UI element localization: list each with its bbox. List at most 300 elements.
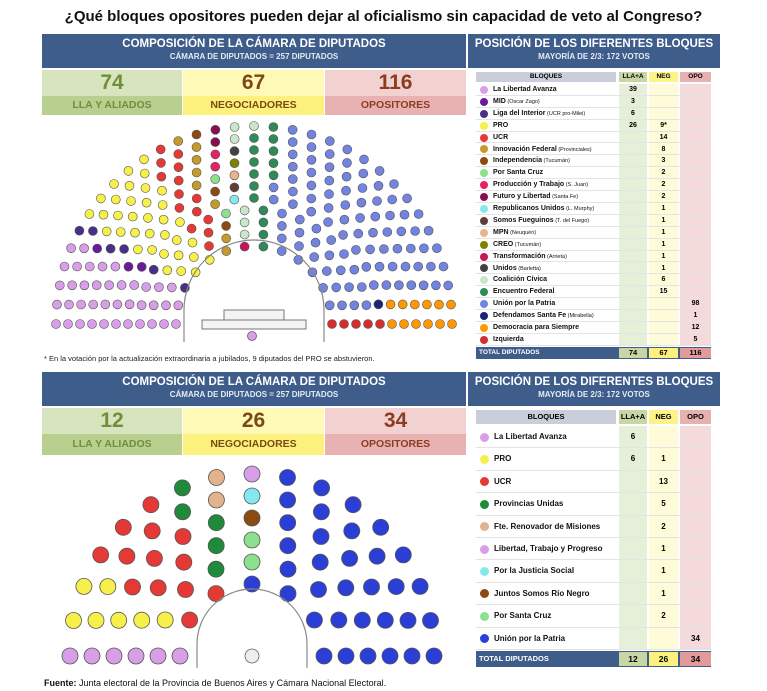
bloc-subtitle: (Neuquén) xyxy=(508,229,537,236)
seat-provincias-unidas xyxy=(208,538,224,554)
seat-pro xyxy=(114,211,123,220)
bloc-name xyxy=(493,322,579,334)
seat-union-por-la-patria xyxy=(383,228,392,237)
seat-la-libertad-avanza xyxy=(142,283,151,292)
seat-union-por-la-patria xyxy=(288,150,297,159)
seat-encuentro-federal xyxy=(250,194,259,203)
bloc-color-icon xyxy=(480,157,488,165)
seat-mid xyxy=(93,244,102,253)
seat-union-por-la-patria xyxy=(312,554,328,570)
bottom-right-title: POSICIÓN DE LOS DIFERENTES BLOQUES xyxy=(474,376,714,388)
value-neg: 2 xyxy=(661,521,666,531)
seat-union-por-la-patria xyxy=(426,262,435,271)
seat-encuentro-federal xyxy=(259,206,268,215)
bloc-subtitle: (Santa Fe) xyxy=(550,194,579,201)
table-row xyxy=(476,203,711,215)
seat-union-por-la-patria xyxy=(325,163,334,172)
seat-la-libertad-avanza xyxy=(85,262,94,271)
seat-union-por-la-patria xyxy=(277,234,286,243)
value-lla: 26 xyxy=(629,121,637,129)
table-header-lla: LLA+A xyxy=(619,72,647,82)
bloc-color-icon xyxy=(480,241,488,249)
seat-la-libertad-avanza xyxy=(60,262,69,271)
seat-union-por-la-patria xyxy=(325,190,334,199)
bloc-color-icon xyxy=(480,110,488,118)
seat-fte-renovador-de-misiones xyxy=(209,470,225,486)
seat-la-libertad-avanza xyxy=(162,301,171,310)
seat-union-por-la-patria xyxy=(390,180,399,189)
value-opo: 34 xyxy=(691,633,700,643)
seat-la-libertad-avanza xyxy=(149,301,158,310)
total-label: TOTAL DIPUTADOS xyxy=(479,654,549,663)
value-neg: 1 xyxy=(661,216,666,224)
seat-union-por-la-patria xyxy=(369,281,378,290)
seat-union-por-la-patria xyxy=(356,213,365,222)
seat-democracia-para-siempre xyxy=(386,300,395,309)
seat-pro xyxy=(163,266,172,275)
seat-union-por-la-patria xyxy=(369,228,378,237)
seat-ucr xyxy=(174,176,183,185)
seat-liga-del-interior xyxy=(88,227,97,236)
seat-union-por-la-patria xyxy=(412,578,428,594)
seat-por-santa-cruz xyxy=(244,532,260,548)
seat-encuentro-federal xyxy=(259,218,268,227)
bloc-color-icon xyxy=(480,134,488,142)
top-blocks-table xyxy=(476,72,712,364)
seat-la-libertad-avanza xyxy=(117,281,126,290)
seat-pro xyxy=(172,236,181,245)
seat-mpn xyxy=(230,171,239,180)
seat-libertad-trabajo-y-progreso xyxy=(244,466,260,482)
seat-pro xyxy=(160,230,169,239)
seat-innovacion-federal xyxy=(192,181,201,190)
table-row xyxy=(476,191,711,203)
bloc-color-icon xyxy=(480,312,488,320)
bloc-color-icon xyxy=(480,122,488,130)
bottom-left-subtitle: CÁMARA DE DIPUTADOS = 257 DIPUTADOS xyxy=(169,390,339,399)
seat-union-por-la-patria xyxy=(327,236,336,245)
seat-liga-del-interior xyxy=(149,265,158,274)
seat-la-libertad-avanza xyxy=(136,320,145,329)
seat-pro xyxy=(100,579,116,595)
table-row xyxy=(476,179,711,191)
bloc-name xyxy=(493,167,543,179)
seat-union-por-la-patria xyxy=(426,648,442,664)
seat-union-por-la-patria xyxy=(336,266,345,275)
table-row xyxy=(476,628,711,650)
bloc-color-icon xyxy=(480,522,489,531)
seat-union-por-la-patria xyxy=(394,281,403,290)
seat-democracia-para-siempre xyxy=(422,300,431,309)
seat-fte-renovador-de-misiones xyxy=(208,492,224,508)
bloc-subtitle: (T. del Fuego) xyxy=(553,217,590,224)
seat-la-libertad-avanza xyxy=(55,281,64,290)
seat-encuentro-federal xyxy=(250,134,259,143)
table-row xyxy=(476,334,711,346)
seat-pro xyxy=(124,166,133,175)
bloc-color-icon xyxy=(480,589,489,598)
seat-pro xyxy=(125,181,134,190)
seat-provincias-unidas xyxy=(174,480,190,496)
seat-somos-fueguinos xyxy=(230,183,239,192)
seat-union-por-la-patria xyxy=(351,245,360,254)
bloc-name xyxy=(494,583,590,605)
value-neg: 1 xyxy=(661,566,666,576)
bloc-color-icon xyxy=(480,336,488,344)
seat-union-por-la-patria xyxy=(338,580,354,596)
top-footnote: * En la votación por la actualización extraordinaria a jubilados, 9 diputados del PRO se abstuvieron. xyxy=(44,354,375,363)
seat-liga-del-interior xyxy=(120,245,129,254)
bottom-label-lla: LLA Y ALIADOS xyxy=(42,434,182,455)
seat-union-por-la-patria xyxy=(313,529,329,545)
bottom-blocks-table xyxy=(476,410,712,672)
seat-liga-del-interior xyxy=(106,244,115,253)
seat-democracia-para-siempre xyxy=(448,320,457,329)
total-neg: 26 xyxy=(649,652,678,666)
top-left-title: COMPOSICIÓN DE LA CÁMARA DE DIPUTADOS xyxy=(122,38,386,50)
seat-la-libertad-avanza xyxy=(128,648,144,664)
seat-innovacion-federal xyxy=(222,234,231,243)
seat-union-por-la-patria xyxy=(280,586,296,602)
source-label: Fuente: xyxy=(44,678,77,688)
value-lla: 6 xyxy=(630,454,636,464)
bloc-name-text: Transformación xyxy=(493,252,546,260)
seat-union-por-la-patria xyxy=(280,470,296,486)
seat-union-por-la-patria xyxy=(314,480,330,496)
table-row xyxy=(476,286,711,298)
bloc-name-text: Juntos Somos Río Negro xyxy=(494,588,590,598)
seat-union-por-la-patria xyxy=(357,198,366,207)
bottom-label-neg: NEGOCIADORES xyxy=(183,434,324,455)
table-header-bloques: BLOQUES xyxy=(476,410,616,424)
table-row xyxy=(476,251,711,263)
value-neg: 3 xyxy=(661,157,666,165)
bloc-subtitle: (Arrieta) xyxy=(545,253,567,260)
seat-union-por-la-patria xyxy=(342,186,351,195)
bloc-name xyxy=(494,448,511,470)
seat-union-por-la-patria xyxy=(288,175,297,184)
seat-pro xyxy=(158,201,167,210)
seat-encuentro-federal xyxy=(250,170,259,179)
bloc-name-text: Por Santa Cruz xyxy=(494,611,552,621)
bloc-color-icon xyxy=(480,253,488,261)
seat-la-libertad-avanza xyxy=(80,281,89,290)
seat-union-por-la-patria xyxy=(419,281,428,290)
table-row xyxy=(476,120,711,132)
seat-democracia-para-siempre xyxy=(412,320,421,329)
table-row xyxy=(476,144,711,156)
seat-union-por-la-patria xyxy=(386,211,395,220)
seat-union-por-la-patria xyxy=(307,181,316,190)
top-right-subtitle: MAYORÍA DE 2/3: 172 VOTOS xyxy=(538,52,650,61)
seat-ucr xyxy=(178,582,194,598)
seat-defendamos-santa-fe xyxy=(374,300,383,309)
seat-por-la-justicia-social xyxy=(244,488,260,504)
seat-pro xyxy=(99,210,108,219)
seat-la-libertad-avanza xyxy=(88,320,97,329)
seat-union-por-la-patria xyxy=(307,207,316,216)
seat-ucr xyxy=(150,580,166,596)
seat-union-por-la-patria xyxy=(307,130,316,139)
seat-ucr xyxy=(204,228,213,237)
value-neg: 14 xyxy=(659,133,668,141)
seat-union-por-la-patria xyxy=(269,183,278,192)
value-opo: 12 xyxy=(691,324,700,331)
value-neg: 1 xyxy=(661,205,666,212)
seat-la-libertad-avanza xyxy=(154,283,163,292)
source-text: Junta electoral de la Provincia de Buenos Aires y Cámara Nacional Electoral. xyxy=(76,678,387,688)
value-neg: 9* xyxy=(660,121,667,129)
table-header-opo: OPO xyxy=(680,410,711,424)
seat-union-por-la-patria xyxy=(307,155,316,164)
table-row xyxy=(476,605,711,627)
top-left-subtitle: CÁMARA DE DIPUTADOS = 257 DIPUTADOS xyxy=(169,52,339,61)
bloc-subtitle: (S. Juan) xyxy=(564,182,589,189)
seat-union-por-la-patria xyxy=(338,301,347,310)
seat-union-por-la-patria xyxy=(288,125,297,134)
seat-union-por-la-patria xyxy=(324,218,333,227)
bloc-name xyxy=(494,538,602,560)
top-label-neg: NEGOCIADORES xyxy=(183,96,324,115)
seat-union-por-la-patria xyxy=(311,582,327,598)
seat-union-por-la-patria xyxy=(377,612,393,628)
bottom-right-subtitle: MAYORÍA DE 2/3: 172 VOTOS xyxy=(538,390,650,399)
seat-union-por-la-patria xyxy=(444,281,453,290)
seat-pro xyxy=(128,212,137,221)
seat-union-por-la-patria xyxy=(354,229,363,238)
seat-pro xyxy=(148,245,157,254)
seat-pro xyxy=(157,612,173,628)
seat-union-por-la-patria xyxy=(414,210,423,219)
seat-union-por-la-patria xyxy=(295,215,304,224)
seat-la-libertad-avanza xyxy=(172,320,181,329)
seat-pro xyxy=(140,169,149,178)
seat-union-por-la-patria xyxy=(325,251,334,260)
bloc-name-text: CREO xyxy=(493,240,514,248)
bottom-count-opo: 34 xyxy=(325,408,466,434)
seat-pro xyxy=(158,186,167,195)
value-opo: 98 xyxy=(691,300,700,308)
value-neg: 6 xyxy=(661,276,666,284)
seat-ucr xyxy=(119,548,135,564)
bloc-subtitle: (Provinciales) xyxy=(556,146,592,153)
bloc-name-text: Defendamos Santa Fe xyxy=(493,312,567,320)
bloc-color-icon xyxy=(480,86,488,94)
seat-provincias-unidas xyxy=(208,561,224,577)
seat-ucr xyxy=(205,242,214,251)
seat-ucr xyxy=(176,554,192,570)
seat-pro xyxy=(145,229,154,238)
top-count-lla: 74 xyxy=(42,70,182,96)
seat-union-por-la-patria xyxy=(369,548,385,564)
bottom-count-lla: 12 xyxy=(42,408,182,434)
bloc-name-text: Futuro y Libertad xyxy=(493,193,551,201)
bloc-color-icon xyxy=(480,205,488,213)
value-neg: 1 xyxy=(661,240,666,248)
seat-pro xyxy=(205,255,214,264)
table-row xyxy=(476,132,711,144)
seat-pro xyxy=(76,578,92,594)
total-lla: 12 xyxy=(619,652,647,666)
seat-democracia-para-siempre xyxy=(398,300,407,309)
seat-la-libertad-avanza xyxy=(73,262,82,271)
seat-la-libertad-avanza xyxy=(125,300,134,309)
seat-union-por-la-patria xyxy=(375,166,384,175)
seat-democracia-para-siempre xyxy=(400,320,409,329)
seat-union-por-la-patria xyxy=(288,200,297,209)
bloc-name xyxy=(493,120,508,132)
seat-pro xyxy=(177,267,186,276)
bloc-name xyxy=(494,516,600,538)
seat-union-por-la-patria xyxy=(411,227,420,236)
bloc-color-icon xyxy=(480,145,488,153)
seat-union-por-la-patria xyxy=(382,648,398,664)
bloc-name xyxy=(493,298,555,310)
seat-la-libertad-avanza xyxy=(150,648,166,664)
seat-union-por-la-patria xyxy=(322,267,331,276)
table-header-opo: OPO xyxy=(680,72,711,82)
seat-la-libertad-avanza xyxy=(137,301,146,310)
seat-mid xyxy=(124,262,133,271)
seat-union-por-la-patria xyxy=(340,215,349,224)
bloc-name xyxy=(494,426,567,448)
bloc-name-text: Izquierda xyxy=(493,335,524,343)
bloc-color-icon xyxy=(480,300,488,308)
bloc-name-text: PRO xyxy=(494,454,512,464)
seat-union-por-la-patria xyxy=(364,579,380,595)
top-left-header xyxy=(42,34,466,68)
seat-mid xyxy=(137,262,146,271)
seat-la-libertad-avanza xyxy=(105,281,114,290)
seat-union-por-la-patria xyxy=(388,262,397,271)
seat-union-por-la-patria xyxy=(288,187,297,196)
value-neg: 1 xyxy=(661,544,666,553)
bloc-subtitle: (L. Murphy) xyxy=(564,206,595,212)
bloc-color-icon xyxy=(480,98,488,106)
bloc-color-icon xyxy=(480,500,489,509)
seat-la-libertad-avanza xyxy=(67,244,76,253)
seat-innovacion-federal xyxy=(192,143,201,152)
seat-union-por-la-patria xyxy=(342,172,351,181)
seat-creo xyxy=(230,159,239,168)
seat-democracia-para-siempre xyxy=(424,320,433,329)
seat-la-libertad-avanza xyxy=(80,244,89,253)
seat-union-por-la-patria xyxy=(316,648,332,664)
bloc-name xyxy=(493,274,547,286)
seat-union-por-la-patria xyxy=(311,238,320,247)
total-opo: 34 xyxy=(680,652,711,666)
seat-pro xyxy=(143,213,152,222)
seat-union-por-la-patria xyxy=(371,212,380,221)
seat-pro xyxy=(159,215,168,224)
top-count-neg: 67 xyxy=(183,70,324,96)
bloc-color-icon xyxy=(480,193,488,201)
seat-ucr xyxy=(125,579,141,595)
seat-union-por-la-patria xyxy=(280,538,296,554)
bloc-name xyxy=(493,132,508,144)
value-opo: 5 xyxy=(693,335,698,343)
seat-pro xyxy=(189,253,198,262)
value-neg: 2 xyxy=(661,181,666,189)
bloc-name-text: Liga del Interior xyxy=(493,109,546,117)
bloc-color-icon xyxy=(480,545,489,554)
seat-la-libertad-avanza xyxy=(172,648,188,664)
value-neg: 15 xyxy=(659,288,668,296)
seat-ucr xyxy=(175,190,184,199)
table-row xyxy=(476,322,711,334)
seat-union-por-la-patria xyxy=(407,281,416,290)
hemicycle-podium xyxy=(184,240,324,342)
table-row xyxy=(476,167,711,179)
bloc-color-icon xyxy=(480,567,489,576)
top-hemicycle-chart xyxy=(42,120,466,348)
seat-produccion-y-trabajo xyxy=(211,162,220,171)
seat-union-por-la-patria xyxy=(288,138,297,147)
bloc-name-text: La Libertad Avanza xyxy=(494,432,567,441)
bloc-color-icon xyxy=(480,477,489,486)
value-neg: 2 xyxy=(661,193,666,201)
seat-union-por-la-patria xyxy=(331,612,347,628)
bloc-name-text: MID xyxy=(493,97,506,105)
table-row xyxy=(476,108,711,120)
seat-provincias-unidas xyxy=(175,504,191,520)
table-row xyxy=(476,227,711,239)
seat-union-por-la-patria xyxy=(400,210,409,219)
bloc-name-text: MPN xyxy=(493,228,509,236)
bloc-color-icon xyxy=(480,264,488,272)
top-label-opo: OPOSITORES xyxy=(325,96,466,115)
table-row xyxy=(476,310,711,322)
seat-ucr xyxy=(93,547,109,563)
seat-union-por-la-patria xyxy=(362,262,371,271)
top-label-lla: LLA Y ALIADOS xyxy=(42,96,182,115)
seat-union-por-la-patria xyxy=(280,492,296,508)
bloc-color-icon xyxy=(480,288,488,296)
seat-la-libertad-avanza xyxy=(112,320,121,329)
table-row xyxy=(476,560,711,582)
bloc-name-text: Encuentro Federal xyxy=(493,288,555,296)
source-line xyxy=(44,678,386,688)
seat-union-por-la-patria xyxy=(373,197,382,206)
seat-union-por-la-patria xyxy=(306,612,322,628)
seat-pro xyxy=(142,198,151,207)
bloc-color-icon xyxy=(480,433,489,442)
table-row xyxy=(476,516,711,538)
seat-union-por-la-patria xyxy=(325,301,334,310)
seat-union-por-la-patria xyxy=(419,244,428,253)
bloc-name xyxy=(494,628,565,650)
bloc-color-icon xyxy=(480,455,489,464)
seat-pro xyxy=(110,180,119,189)
seat-coalicion-civica xyxy=(240,218,249,227)
total-lla: 74 xyxy=(619,348,647,358)
seat-ucr xyxy=(182,612,198,628)
seat-produccion-y-trabajo xyxy=(211,150,220,159)
table-row xyxy=(476,263,711,275)
seat-izquierda xyxy=(364,320,373,329)
bloc-name-text: Innovación Federal xyxy=(493,145,557,153)
value-neg: 5 xyxy=(661,499,666,509)
seat-pro xyxy=(133,245,142,254)
seat-la-libertad-avanza xyxy=(65,300,74,309)
seat-futuro-y-libertad xyxy=(211,125,220,134)
seat-encuentro-federal xyxy=(269,135,278,144)
bloc-name xyxy=(494,560,574,582)
seat-encuentro-federal xyxy=(250,158,259,167)
seat-coalicion-civica xyxy=(250,122,259,131)
bloc-color-icon xyxy=(480,612,489,621)
top-count-opo: 116 xyxy=(325,70,466,96)
